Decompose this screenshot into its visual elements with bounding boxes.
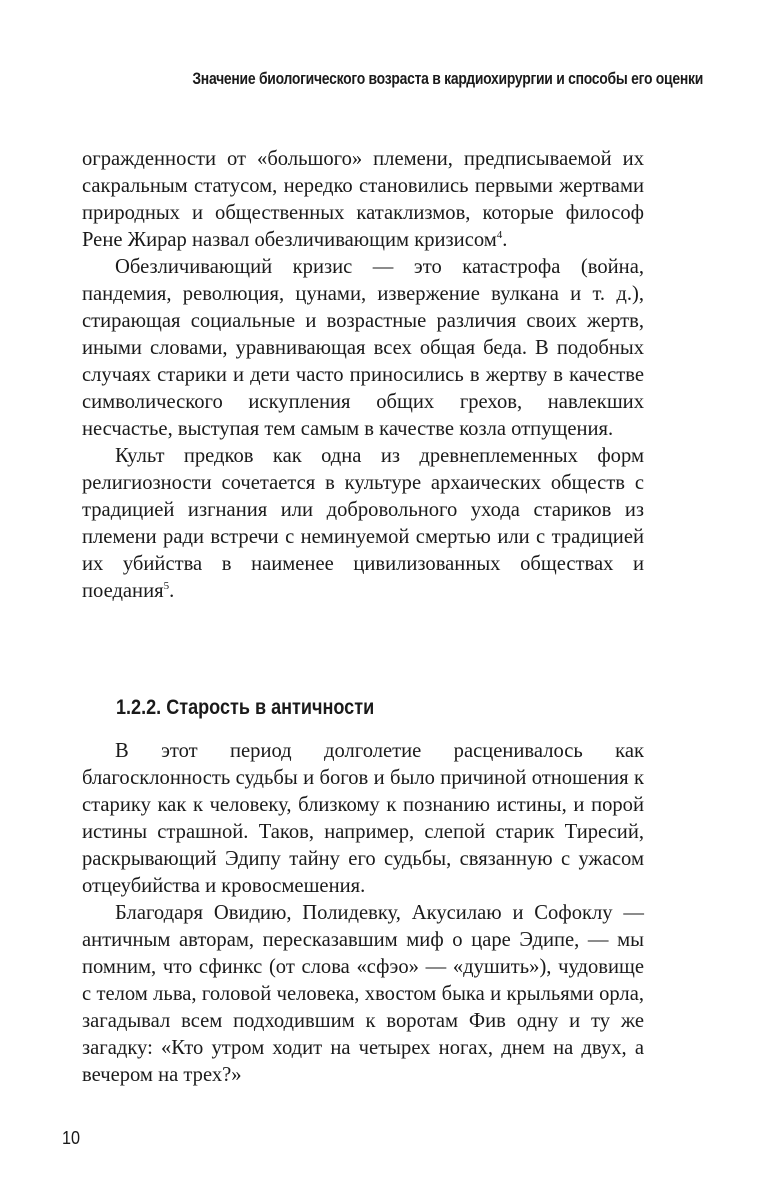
running-head: Значение биологического возраста в кардиохирургии и способы его оценки [192,70,703,88]
paragraph: Обезличивающий кризис — это катастрофа (война, пандемия, революция, цунами, извержение вулкана и т. д.), стирающая социальные и возрастные различия своих жертв, иными словами, уравнивающая всех общая беда. В подобных случаях старики и дети часто приносились в жертву в качестве символического искупления общих грехов, навлекших несчастье, выступая тем самым в качестве козла отпущения. [82,256,644,440]
paragraph-tail: . [502,229,508,251]
footnote-marker: 5 [163,580,170,593]
body-text-section-1 [82,146,644,605]
paragraph: В этот период долголетие расценивалось как благосклонность судьбы и богов и было причиной отношения к старику как к человеку, близкому к познанию истины, и порой истины страшной. Таков, например, слепой старик Тиресий, раскрывающий Эдипу тайну его судьбы, связанную с ужасом отцеубийства и кровосмешения. [82,740,644,897]
paragraph-text: Культ предков как одна из древнеплеменных форм религиозности сочетается в культуре архаических обществ с традицией изгнания или добровольного ухода стариков из племени ради встречи с неминуемой смертью или с традицией их убийства в наименее цивилизованных обществах и поедания [82,445,644,602]
paragraph [82,443,644,605]
page-number: 10 [62,1128,81,1148]
paragraph-text: огражденности от «большого» племени, предписываемой их сакральным статусом, нередко становились первыми жертвами природных и общественных катаклизмов, которые философ Рене Жирар назвал обезличивающим кризисом [82,148,644,251]
section-heading: 1.2.2. Старость в античности [116,696,375,719]
paragraph-tail: . [169,580,175,602]
paragraph: Благодаря Овидию, Полидевку, Акусилаю и Софоклу — античным авторам, пересказавшим миф о царе Эдипе, — мы помним, что сфинкс (от слова «сфэо» — «душить»), чудовище с телом льва, головой человека, хвостом быка и крыльями орла, загадывал всем подходившим к воротам Фив одну и ту же загадку: «Кто утром ходит на четырех ногах, днем на двух, а вечером на трех?» [82,902,644,1086]
body-text-section-2 [82,738,644,1089]
footnote-marker: 4 [496,229,503,242]
paragraph-continuation [82,146,644,254]
